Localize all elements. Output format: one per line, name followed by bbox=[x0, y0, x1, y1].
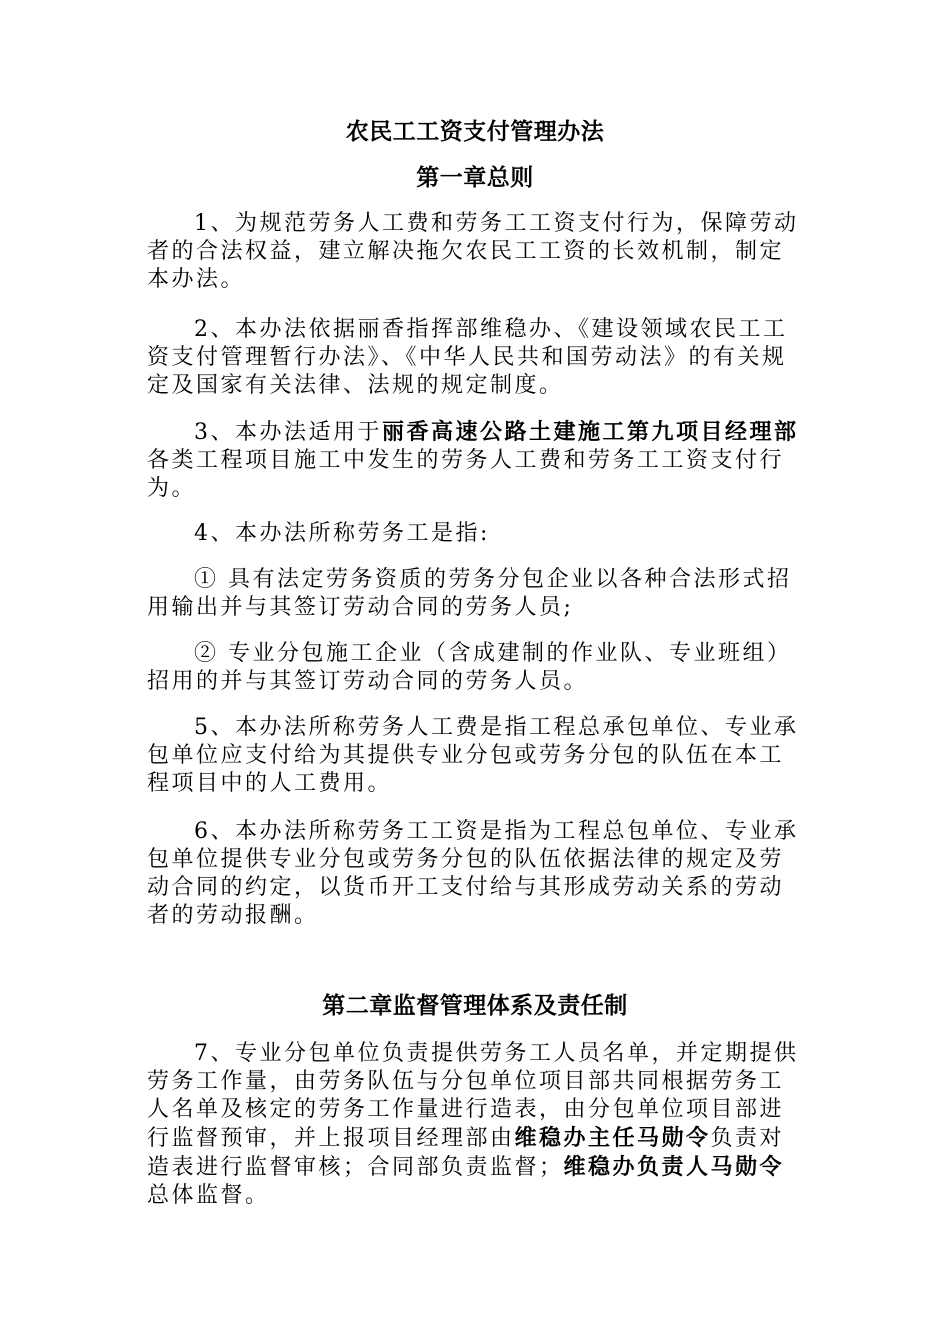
paragraph-7 bbox=[147, 1040, 807, 1210]
paragraph-3-tail: 各类工程项目施工中发生的劳务人工费和劳务工工资支付行为。 bbox=[147, 448, 785, 501]
paragraph-7-bold-2: 维稳办负责人马勋令 bbox=[563, 1154, 785, 1180]
paragraph-3-lead: 3、本办法适用于 bbox=[194, 420, 382, 445]
document-title: 农民工工资支付管理办法 bbox=[345, 118, 605, 145]
paragraph-4-item-2: ② 专业分包施工企业（含成建制的作业队、专业班组）招用的并与其签订劳动合同的劳务人员。 bbox=[147, 641, 792, 694]
paragraph-4-item-1: ① 具有法定劳务资质的劳务分包企业以各种合法形式招用输出并与其签订劳动合同的劳务人员; bbox=[147, 567, 792, 620]
project-name-bold: 丽香高速公路土建施工第九项目经理部 bbox=[382, 419, 799, 445]
paragraph-2: 2、本办法依据丽香指挥部维稳办、《建设领域农民工工资支付管理暂行办法》、《中华人民共和国劳动法》的有关规定及国家有关法律、法规的规定制度。 bbox=[147, 317, 788, 398]
paragraph-7-part-a: 7、专业分包单位负责提供劳务工人员名单，并定期提供劳务工作量，由劳务队伍与分包单位项目部共同根据劳务工人名单及核定的劳务工作量进行造表，由分包单位项目部进行监督预审，并上报项目经理部由 bbox=[147, 1041, 799, 1151]
paragraph-7-bold-1: 维稳办主任马勋令 bbox=[514, 1125, 711, 1151]
paragraph-5: 5、本办法所称劳务人工费是指工程总承包单位、专业承包单位应支付给为其提供专业分包或劳务分包的队伍在本工程项目中的人工费用。 bbox=[147, 715, 799, 796]
chapter-2-heading: 第二章监督管理体系及责任制 bbox=[322, 992, 628, 1019]
paragraph-1: 1、为规范劳务人工费和劳务工工资支付行为，保障劳动者的合法权益，建立解决拖欠农民工工资的长效机制，制定本办法。 bbox=[147, 211, 799, 292]
paragraph-6: 6、本办法所称劳务工工资是指为工程总包单位、专业承包单位提供专业分包或劳务分包的队伍依据法律的规定及劳动合同的约定，以货币开工支付给与其形成劳动关系的劳动者的劳动报酬。 bbox=[147, 819, 799, 928]
chapter-1-heading: 第一章总则 bbox=[416, 164, 534, 191]
paragraph-3 bbox=[147, 418, 807, 503]
paragraph-4: 4、本办法所称劳务工是指: bbox=[194, 521, 490, 546]
paragraph-7-part-c: 总体监督。 bbox=[147, 1183, 270, 1208]
paragraph-7-part-b: 负责对造表进行监督审核；合同部负责监督； bbox=[147, 1126, 785, 1180]
